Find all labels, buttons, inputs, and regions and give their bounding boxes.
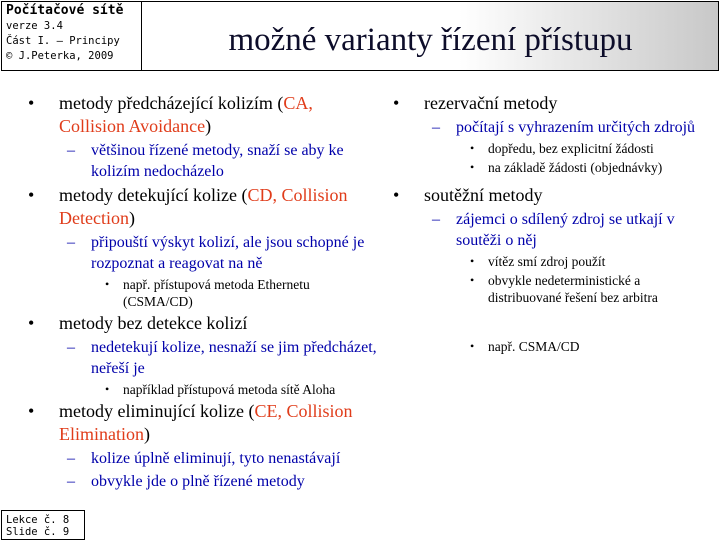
item-text: metody bez detekce kolizí (59, 313, 248, 333)
small-bullet-icon: • (470, 254, 475, 268)
sub-sub-item (393, 253, 713, 270)
part-label: Část I. – Principy (6, 35, 120, 47)
slide-number-box (1, 510, 85, 540)
sub-item (393, 209, 713, 251)
sub-item-text: nedetekují kolize, nesnaží se jim předcházet, neřeší je (91, 339, 377, 377)
bullet-icon: • (28, 93, 35, 113)
item-text: metody eliminující kolize ( (59, 401, 255, 421)
bullet-icon: • (28, 185, 35, 205)
dash-icon: – (67, 339, 75, 356)
sub-sub-item-text: na základě žádosti (objednávky) (488, 160, 663, 175)
left-column (28, 92, 378, 494)
sub-sub-item (28, 276, 378, 310)
sub-sub-item-text: například přístupová metoda sítě Aloha (123, 382, 336, 397)
bullet-icon: • (28, 401, 35, 421)
list-item-collision-elimination (28, 400, 378, 446)
small-bullet-icon: • (470, 160, 475, 174)
sub-sub-item (393, 159, 713, 176)
small-bullet-icon: • (470, 273, 475, 287)
list-item-no-detection (28, 312, 378, 335)
list-item-contention (393, 184, 713, 207)
sub-sub-item-text: dopředu, bez explicitní žádosti (488, 141, 654, 156)
sub-item-text: většinou řízené metody, snaží se aby ke kolizím nedocházelo (91, 142, 344, 180)
sub-item-text: kolize úplně eliminují, tyto nenastávají (91, 450, 341, 467)
course-name: Počítačové sítě (6, 3, 124, 18)
dash-icon: – (432, 211, 440, 228)
dash-icon: – (67, 450, 75, 467)
spacer (393, 308, 713, 338)
list-item-reservation (393, 92, 713, 115)
sub-item (28, 337, 378, 379)
dash-icon: – (67, 473, 75, 490)
course-info-box (1, 1, 142, 71)
item-abbr: CE, Collision Elimination (59, 401, 353, 444)
sub-item (28, 232, 378, 274)
bullet-icon: • (393, 185, 400, 205)
sub-sub-item-text: např. CSMA/CD (488, 339, 580, 354)
small-bullet-icon: • (105, 277, 110, 291)
right-column (393, 92, 713, 357)
sub-item (28, 471, 378, 492)
sub-item (393, 117, 713, 138)
sub-sub-item (393, 140, 713, 157)
list-item-collision-detection (28, 184, 378, 230)
sub-sub-item-text: např. přístupová metoda Ethernetu (CSMA/CD) (123, 277, 310, 309)
copyright-label: © J.Peterka, 2009 (6, 50, 114, 62)
small-bullet-icon: • (470, 141, 475, 155)
slide-title: možné varianty řízení přístupu (228, 22, 633, 58)
sub-sub-item (393, 272, 713, 306)
item-text: metody předcházející kolizím ( (59, 93, 284, 113)
sub-sub-item (393, 338, 713, 355)
item-abbr: CD, Collision Detection (59, 185, 348, 228)
item-text: soutěžní metody (424, 185, 543, 205)
sub-sub-item (28, 381, 378, 398)
sub-sub-item-text: vítěz smí zdroj použít (488, 254, 606, 269)
item-text: rezervační metody (424, 93, 558, 113)
bullet-icon: • (393, 93, 400, 113)
list-item-collision-avoidance (28, 92, 378, 138)
sub-item-text: počítají s vyhrazením určitých zdrojů (456, 119, 696, 136)
sub-item (28, 140, 378, 182)
sub-item-text: obvykle jde o plně řízené metody (91, 473, 305, 490)
dash-icon: – (67, 234, 75, 251)
item-close: ) (205, 116, 212, 136)
bullet-icon: • (28, 313, 35, 333)
item-abbr: CA, Collision Avoidance (59, 93, 313, 136)
dash-icon: – (67, 142, 75, 159)
item-close: ) (128, 208, 135, 228)
sub-item (28, 448, 378, 469)
lesson-number: Lekce č. 8 (6, 514, 70, 526)
item-text: metody detekující kolize ( (59, 185, 248, 205)
slide-number: Slide č. 9 (6, 526, 70, 538)
version-label: verze 3.4 (6, 20, 63, 32)
sub-item-text: připouští výskyt kolizí, ale jsou schopné je rozpoznat a reagovat na ně (91, 234, 365, 272)
small-bullet-icon: • (470, 339, 475, 353)
sub-sub-item-text: obvykle nedeterministické a distribuované řešení bez arbitra (488, 273, 658, 305)
small-bullet-icon: • (105, 382, 110, 396)
dash-icon: – (432, 119, 440, 136)
sub-item-text: zájemci o sdílený zdroj se utkají v soutěži o něj (456, 211, 675, 249)
item-close: ) (144, 424, 150, 444)
